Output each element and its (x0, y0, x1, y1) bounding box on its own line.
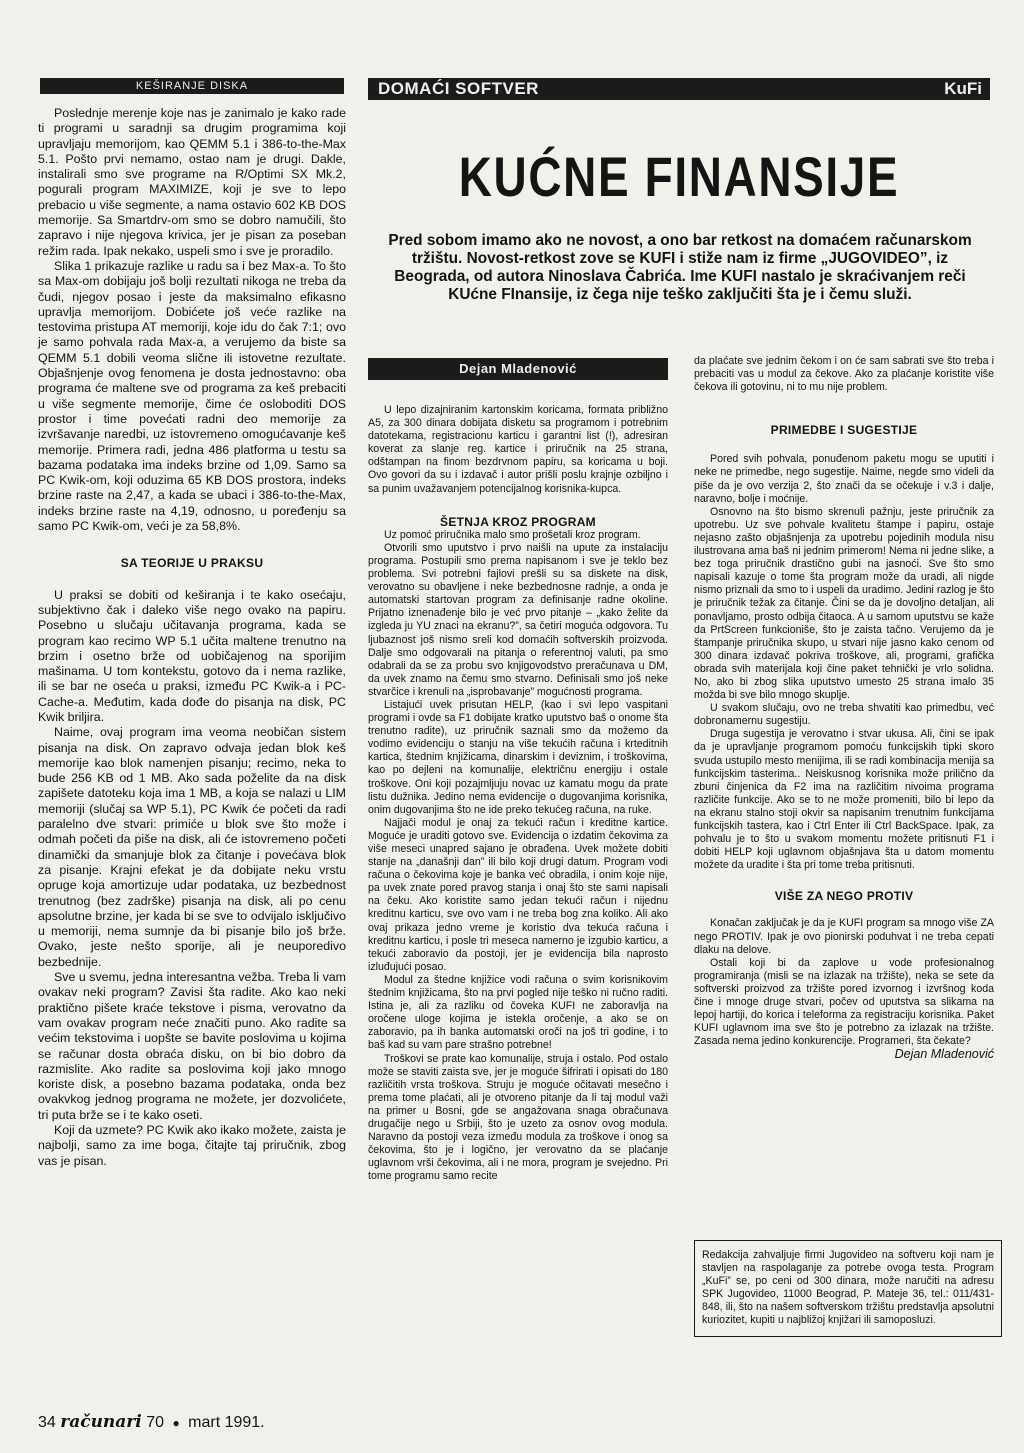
paragraph: Troškovi se prate kao komunalije, struja i ostalo. Pod ostalo može se staviti zaista sve, jer je moguće šifrirati i opisati do 180 različitih vrsta troškova. Struju je moguće očitavati mesečno i prema tome plaćati, ali je otvoreno pitanje da li taj modul važi na primer u Bosni, gde se angažovana snaga obračunava drugačije nego u Srbiji, što je uzeto za osnov ovog modula. Naravno da postoji veza između modula za troškove i onog sa čekovima, što je i logično, jer verovatno da se plaćanje uglavnom vrši čekovima, ali i ne mora, program je svejedno. Pri tome programu samo recite (368, 1052, 668, 1183)
paragraph: Konačan zaključak je da je KUFI program sa mnogo više ZA nego PROTIV. Ipak je ovo pionirski poduhvat i ne treba cepati dlaku na delove. (694, 917, 994, 956)
paragraph: Pored svih pohvala, ponuđenom paketu mogu se uputiti i neke ne primedbe, nego sugestije. Naime, negde smo videli da piše da je ovo verzija 2, što znači da se očekuje i v.3 i dalje, naravno, bolje i moćnije. (694, 453, 994, 505)
paragraph: Otvorili smo uputstvo i prvo naišli na upute za instalaciju programa. Postupili smo prema napisanom i sve je teklo bez problema. Svi potrebni fajlovi prešli su sa diskete na disk, verovatno su obavljene i neke bezbednosne radnje, a onda je automatski startovan program za definisanje radne okoline. Prijatno iznenađenje bilo je već prvo pitanje – „kako želite da izgleda ju YU znaci na ekranu?”, sa četiri moguća odgovora. Tu ljubaznost još nismo sreli kod domaćih softverskih proizvoda. Dalje smo odgovarali na pitanja o referentnoj valuti, pa smo odabrali da se za probu svo knjigovodstvo preračunava u DM, da uvek znamo na čemu smo stvarno. Definisali smo još neke stvarčice i krenuli na „isprobavanje” mogućnosti programa. (368, 541, 668, 698)
paragraph: Naime, ovaj program ima veoma neobičan sistem pisanja na disk. On zapravo odvaja jedan blok keš memorije kao blok namenjen pisanju; recimo, neka to bude 256 KB od 1 MB. Ako sada poželite da na disk zapišete datoteku koja ima 1 MB, a koja se nalazi u LIM memoriji (slučaj sa WP 5.1), PC Kwik će početi da radi paralelno dve stvari: primiće u blok sve što može i odmah početi da piše na disk, ali će istovremeno početi dinamički da smanjuje blok za čitanje i povećava blok za pisanje. Krajni efekat je da dobijate neku vrstu opruge koja amortizuje udar podataka, uz bezbednost trenutnog (bez zadrške) pisanja na disk, ali po cenu apsolutne brzine, jer kada bi se sve to odvijalo isključivo u memoriji, nema sumnje da bi pisanje bilo još brže. Ovako, jeste nešto sporije, ali je neuporedivo bezbednije. (38, 725, 346, 969)
paragraph: Koji da uzmete? PC Kwik ako ikako možete, zaista je najbolji, samo za ime boga, čitajte taj priručnik, zbog vas je pisan. (38, 1123, 346, 1168)
section-bar-right (368, 78, 990, 100)
paragraph: Modul za štedne knjižice vodi računa o svim korisnikovim štednim knjižicama, što na prvi pogled nije teško ni ručno raditi. Istina je, ali za razliku od čoveka KUFI ne zaboravlja na oročene uloge kojima je istekla oročenje, a ako se on zaboravio, pa ih banka automatski oroči na još tri godine, i to baš kad su vam pare strašno potrebne! (368, 973, 668, 1052)
article-lead: Pred sobom imamo ako ne novost, a ono bar retkost na domaćem računarskom tržištu. Novost-retkost zove se KUFI i stiže nam iz firme „JUGOVIDEO”, iz Beograda, od autora Ninoslava Čabrića. Ime KUFI nastalo je skraćivanjem reči KUćne FInansije, iz čega nije teško zaključiti šta je i čemu služi. (388, 232, 972, 303)
bullet-icon: ● (172, 1416, 180, 1430)
paragraph: Sve u svemu, jedna interesantna vežba. Treba li vam ovakav neki program? Zavisi šta radite. Ako kao neki praktično pišete kraće tekstove i pisma, verovatno da vam ovakav program neće značiti puno. Ako radite sa većim tekstovima i uopšte se bavite poslovima u kojima se računar dosta obraća disku, on bi bio dobro da razmislite. Ako radite sa poslovima koji jako mnogo koriste disk, a posebno bazama podataka, onda bez ovakvkog jednog programa ne možete, jer dozvolićete, tri puta brže se i te kako oseti. (38, 970, 346, 1122)
subheading-theory: SA TEORIJE U PRAKSU (120, 556, 264, 571)
author-bar: Dejan Mladenović (368, 358, 668, 380)
middle-column (368, 404, 668, 1183)
issue-date: mart 1991. (188, 1414, 265, 1431)
subheading-conclusion: VIŠE ZA NEGO PROTIV (774, 889, 914, 904)
paragraph: U svakom slučaju, ovo ne treba shvatiti kao primedbu, već dobronamernu sugestiju. (694, 702, 994, 728)
editorial-note-box: Redakcija zahvaljuje firmi Jugovideo na softveru koji nam je stavljen na raspolaganje za potrebe ovoga testa. Program „KuFi” se, po ceni od 300 dinara, može naručiti na adresu SPK Jugovideo, 11000 Beograd, P. Mateje 36, tel.: 011/431-848, ili, što na našem softverskom tržištu predstavlja apsolutni kuriozitet, kupiti u najbližoj knjižari ili samoposluzi. (694, 1240, 1002, 1337)
issue-number: 70 (146, 1414, 164, 1431)
paragraph: Najjači modul je onaj za tekući račun i kreditne kartice. Moguće je uraditi gotovo sve. Evidencija o izdatim čekovima za više meseci unapred sajano je obrađena. Uvek možete dobiti stanje na „današnji dan” ili bilo koji drugi datum. Program vodi računa o čekovima koje je banka već obradila, i onim koje nije, pa uvek znate pored pravog stanja i onaj što ste sami napisali na čeku. Ako koristite samo jedan tekući račun i nijednu kreditnu karticu, sve ovo vam i ne treba bog zna koliko. Ali ako ovaj prikaza jedno vreme je koristio dva tekuća računa i kreditnu karticu, i posle tri meseca namerno je izgubio karticu, a tekući zaboravio da postoji, jer je evidencija bila naprosto izluđujući posao. (368, 816, 668, 973)
page-footer (38, 1412, 265, 1433)
author-signature: Dejan Mladenović (894, 1047, 994, 1062)
paragraph: Slika 1 prikazuje razlike u radu sa i bez Max-a. To što sa Max-om dobijaju još bolji rezultati nikoga ne treba da čudi, njegov posao i jeste da maksimalno efikasno upravlja memorijom. Dobićete još veće razlike na testovima pristupa AT memoriji, koje idu do čak 7:1; ovo je samo pohvala rada Max-a, a verujemo da biste sa QEMM 5.1 dobili veoma slične ili istovetne rezultate. Objašnjenje ovog fenomena je dosta jednostavno: oba programa će maltene sve od programa za keš prebaciti u više segmente memorije, čime će osloboditi DOS prostor i time povećati radni deo memorije za izvršavanje naredbi, uz istovremeno omogućavanje keš memorije. Primera radi, jedna 486 platforma u testu sa bazama podataka ima indeks brzine od 1,09. Samo sa PC Kwik-om, koji oduzima 65 KB DOS prostora, indeks brzine raste na 2,47, a kada se ubaci i 386-to-the-Max, indeks brzine raste na 4,19, odnosno, u poređenju sa samo PC Kwik-om, veći je za 58,8%. (38, 258, 346, 534)
right-column (694, 355, 994, 1062)
paragraph: Ostali koji bi da zaplove u vode profesionalnog programiranja (misli se na izlazak na tržište), neka se sete da softverski proizvod za tržište pored izvornog i izvršnog koda čine i mnoge druge stvari, počev od uputstva sa slikama na lepoj hartiji, do korica i teleforma za registraciju korisnika. Paket KUFI uglavnom ima sve što je potrebno za izlazak na tržište. Zasada nema jedino konkurencije. Programeri, šta čekate? (694, 956, 994, 1048)
section-bar-left (40, 78, 344, 94)
section-label-right: DOMAĆI SOFTVER (378, 79, 539, 98)
section-label-left: KEŠIRANJE DISKA (135, 80, 249, 92)
magazine-mark: KuFi (944, 79, 982, 98)
paragraph: Listajući uvek prisutan HELP, (kao i svi lepo vaspitani programi i ovde sa F1 dobijate kratko uputstvo baš o onome šta trenutno radite), uz priručnik saznali smo da možemo da vodimo evidenciju o stanju na više tekućih računa i krteditnih kartica, štednim knjižicama, dinarskim i deviznim, i troškovima, kao po dejleni na komunalije, električnu energiju i ostale troškove. Oni koji pozajmljuju novac uz kamatu mogu da prate listu dužnika. Jedino nema evidencije o dugovanjima korisnika, onim dugovanjima što ne ide preko tekućeg računa, na ruke. (368, 698, 668, 816)
paragraph: da plaćate sve jednim čekom i on će sam sabrati sve što treba i prebaciti vas u modul za čekove. Ako za plaćanje koristite više čekova ili gotovinu, ni to mu nije problem. (694, 355, 994, 394)
paragraph: Osnovno na što bismo skrenuli pažnju, jeste priručnik za upotrebu. Uz sve pohvale kvalitetu štampe i papiru, ostaje nejasno zašto objašnjenja za upotrebu pojedinih modula nisu ilustrovana ama baš ni jednim primerom! Nema ni jedne slike, a bez toga priručnik drastično gubi na jasnoći. Sve što smo napisali kazuje o tome šta program može da uradi, ali nigde nismo priznali da smo to i uspeli da uradimo. Jedini razlog je što je priručnik težak za čitanje. Čini se da je dovoljno detaljan, ali ponavljamo, prosto odbija čitaoca. A u samom uputstvu se kaže da PrtScreen funkcioniše, što je zaista tačno. Verujemo da je štampanje priručnika skupo, u stvari nije jasno kako cenom od 300 dinara izdavač pokriva troškove, ali, programi, grafička obrada svih materijala koji čine paket tehnički je vrlo solidna. No, ako bi zbog slika uputstvo umesto 25 strana imalo 35 možda bi sve bilo mnogo skuplje. (694, 505, 994, 702)
magazine-logo: računari (60, 1412, 142, 1432)
article-title: KUĆNE FINANSIJE (458, 145, 900, 208)
paragraph: Druga sugestija je verovatno i stvar ukusa. Ali, čini se ipak da je upravljanje programom pomoću funkcijskih tipki skoro svuda ustupilo mesto menijima, ili se radi kombinacija menija sa funkcijskim tasterima.. Neiskusnog korisnika može prilično da zbuni činjenica da F2 ima na različitim nivoima programa različite funkcije. Ako se to ne može promeniti, bilo bi lepo da na ekranu stalno stoji okvir sa napisanim trenutnim funkcijama funkcijskih tastera, kao i Ctrl Enter ili Ctrl BackSpace. Ipak, za pohvalu je to što u svakom momentu možete pritisnuti F1 i dobiti HELP koji uglavnom objašnjava šta u datom momentu možete da uradite i šta pri tome treba pritisnuti. (694, 728, 994, 872)
paragraph: Uz pomoć priručnika malo smo prošetali kroz program. (384, 528, 641, 541)
left-column (38, 102, 346, 1169)
paragraph: U praksi se dobiti od keširanja i te kako osećaju, subjektivno čak i daleko više nego ovako na papiru. Posebno u slučaju učitavanja programa, kada se program kao recimo WP 5.1 učita maltene trenutno na brzim i osetno brže od uobičajenog na sporijim mašinama. U tom kontekstu, gotovo da i nema razlike, ili se bar ne oseća u praksi, između PC Kwik-a i PC-Cache-a. Međutim, kada dođe do pisanja na disk, PC Kwik briljira. (38, 587, 346, 724)
paragraph: Poslednje merenje koje nas je zanimalo je kako rade ti programi u saradnji sa drugim programima koji upravljaju memorijom, kao QEMM 5.1 i 386-to-the-Max 5.1. Pošto prvi nemamo, ostao nam je drugi. Dakle, instalirali smo sve programe na R/Optimi SX Mk.2, pogurali program MAXIMIZE, koji je sve to lepo prebacio u više segmente, a nama ostavio 602 KB DOS memorije. Sa Smartdrv-om smo se dobro namučili, što zapravo i nije njegova krivica, jer je pisan za poseban režim rada. Ipak nekako, uspeli smo i sve je proradilo. (38, 106, 346, 258)
subheading-walkthrough: ŠETNJA KROZ PROGRAM (440, 514, 596, 529)
subheading-remarks: PRIMEDBE I SUGESTIJE (770, 423, 918, 438)
paragraph: U lepo dizajniranim kartonskim koricama, formata približno A5, za 300 dinara dobijata disketu sa programom i potrebnim datotekama, registracionu karticu i garantni list (!), adresiran koverat za slanje reg. kartice i priručnik na 25 strana, odštampan na finom bezdrvnom papiru, sa koricama u boji. Ovo govori da su i izdavač i autor prišli poslu krajnje ozbiljno i sa punim uvažavanjem potencijalnog korisnika-kupca. (368, 404, 668, 495)
page-number: 34 (38, 1414, 56, 1431)
